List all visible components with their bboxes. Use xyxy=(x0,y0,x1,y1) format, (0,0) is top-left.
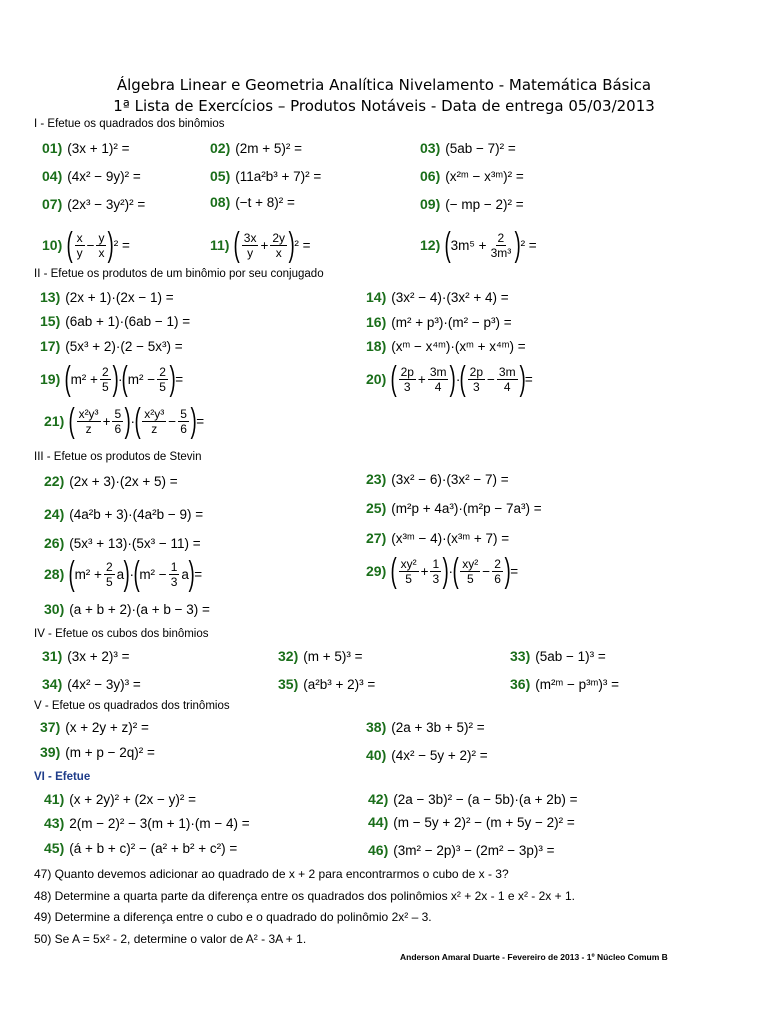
exercise-46: 46) (3m² − 2p)³ − (2m² − 3p)³ = xyxy=(368,842,555,858)
exercise-31: 31) (3x + 2)³ = xyxy=(42,648,130,664)
exercise-18: 18) (xᵐ − x⁴ᵐ)·(xᵐ + x⁴ᵐ) = xyxy=(366,338,526,354)
exercise-33: 33) (5ab − 1)³ = xyxy=(510,648,606,664)
exercise-26: 26) (5x³ + 13)·(5x³ − 11) = xyxy=(44,535,201,551)
question-48: 48) Determine a quarta parte da diferença entre os quadrados dos polinômios x² + 2x - 1 e x² - 2x + 1. xyxy=(34,889,575,903)
exercise-24: 24) (4a²b + 3)·(4a²b − 9) = xyxy=(44,506,204,522)
exercise-21: 21) ( $\frac{\text{x²y³}}{z}$ + $\frac{5}{6}$ ) · ( $\frac{\text{x²y³}}{z}$ − $\frac{5}{6}$ ) = xyxy=(44,402,205,440)
exercise-09: 09) (− mp − 2)² = xyxy=(420,196,524,212)
exercise-32: 32) (m + 5)³ = xyxy=(278,648,363,664)
exercise-08: 08) (−t + 8)² = xyxy=(210,194,295,210)
question-50: 50) Se A = 5x² - 2, determine o valor de A² - 3A + 1. xyxy=(34,932,307,946)
exercise-10: 10) ( $\frac{x}{y}$ − $\frac{y}{x}$ ) ² = xyxy=(42,226,130,264)
exercise-02: 02) (2m + 5)² = xyxy=(210,140,303,156)
exercise-42: 42) (2a − 3b)² − (a − 5b)·(a + 2b) = xyxy=(368,791,578,807)
exercise-28: 28) ( m² + $\frac{2}{5}$ a ) · ( m² − $\frac{1}{3}$ a ) = xyxy=(44,555,203,593)
section-heading-1: I - Efetue os quadrados dos binômios xyxy=(34,118,225,130)
exercise-41: 41) (x + 2y)² + (2x − y)² = xyxy=(44,791,197,807)
section-heading-6: VI - Efetue xyxy=(34,771,91,783)
exercise-19: 19) ( m² + $\frac{2}{5}$ ) · ( m² − $\frac{2}{5}$ ) = xyxy=(40,360,184,398)
exercise-04: 04) (4x² − 9y)² = xyxy=(42,168,141,184)
exercise-03: 03) (5ab − 7)² = xyxy=(420,140,516,156)
exercise-06: 06) (x²ᵐ − x³ᵐ)² = xyxy=(420,168,524,184)
exercise-23: 23) (3x² − 6)·(3x² − 7) = xyxy=(366,471,509,487)
exercise-38: 38) (2a + 3b + 5)² = xyxy=(366,719,485,735)
exercise-13: 13) (2x + 1)·(2x − 1) = xyxy=(40,289,174,305)
exercise-22: 22) (2x + 3)·(2x + 5) = xyxy=(44,473,178,489)
exercise-17: 17) (5x³ + 2)·(2 − 5x³) = xyxy=(40,338,183,354)
exercise-44: 44) (m − 5y + 2)² − (m + 5y − 2)² = xyxy=(368,814,575,830)
exercise-11: 11) ( $\frac{3x}{y}$ + $\frac{2y}{x}$ ) ² = xyxy=(210,226,311,264)
exercise-27: 27) (x³ᵐ − 4)·(x³ᵐ + 7) = xyxy=(366,530,510,546)
exercise-07: 07) (2x³ − 3y²)² = xyxy=(42,196,146,212)
exercise-35: 35) (a²b³ + 2)³ = xyxy=(278,676,376,692)
exercise-36: 36) (m²ᵐ − p³ᵐ)³ = xyxy=(510,676,619,692)
section-heading-4: IV - Efetue os cubos dos binômios xyxy=(34,628,209,640)
page-title: Álgebra Linear e Geometria Analítica Nivelamento - Matemática Básica xyxy=(116,76,652,94)
question-49: 49) Determine a diferença entre o cubo e o quadrado do polinômio 2x² – 3. xyxy=(34,910,432,924)
exercise-01: 01) (3x + 1)² = xyxy=(42,140,130,156)
exercise-37: 37) (x + 2y + z)² = xyxy=(40,719,149,735)
exercise-15: 15) (6ab + 1)·(6ab − 1) = xyxy=(40,313,191,329)
exercise-12: 12) ( 3m⁵ + $\frac{2}{\text{3m³}}$ ) ² = xyxy=(420,226,537,264)
exercise-30: 30) (a + b + 2)·(a + b − 3) = xyxy=(44,601,210,617)
exercise-25: 25) (m²p + 4a³)·(m²p − 7a³) = xyxy=(366,500,542,516)
question-47: 47) Quanto devemos adicionar ao quadrado de x + 2 para encontrarmos o cubo de x - 3? xyxy=(34,867,509,881)
exercise-34: 34) (4x² − 3y)³ = xyxy=(42,676,141,692)
exercise-05: 05) (11a²b³ + 7)² = xyxy=(210,168,322,184)
section-heading-5: V - Efetue os quadrados dos trinômios xyxy=(34,700,230,712)
exercise-20: 20) ( $\frac{2p}{3}$ + $\frac{3m}{4}$ ) · ( $\frac{2p}{3}$ − $\frac{3m}{4}$ ) = xyxy=(366,360,533,398)
exercise-40: 40) (4x² − 5y + 2)² = xyxy=(366,747,488,763)
page-footer: Anderson Amaral Duarte - Fevereiro de 2013 - 1º Núcleo Comum B xyxy=(400,952,668,962)
page-subtitle: 1ª Lista de Exercícios – Produtos Notáveis - Data de entrega 05/03/2013 xyxy=(113,97,655,115)
exercise-45: 45) (á + b + c)² − (a² + b² + c²) = xyxy=(44,840,238,856)
section-heading-3: III - Efetue os produtos de Stevin xyxy=(34,451,202,463)
exercise-14: 14) (3x² − 4)·(3x² + 4) = xyxy=(366,289,509,305)
exercise-43: 43) 2(m − 2)² − 3(m + 1)·(m − 4) = xyxy=(44,815,250,831)
exercise-39: 39) (m + p − 2q)² = xyxy=(40,744,155,760)
exercise-16: 16) (m² + p³)·(m² − p³) = xyxy=(366,314,512,330)
exercise-29: 29) ( $\frac{\text{xy²}}{5}$ + $\frac{1}{3}$ ) · ( $\frac{\text{xy²}}{5}$ − $\frac{2}{6}$ ) = xyxy=(366,552,519,590)
section-heading-2: II - Efetue os produtos de um binômio por seu conjugado xyxy=(34,268,324,280)
